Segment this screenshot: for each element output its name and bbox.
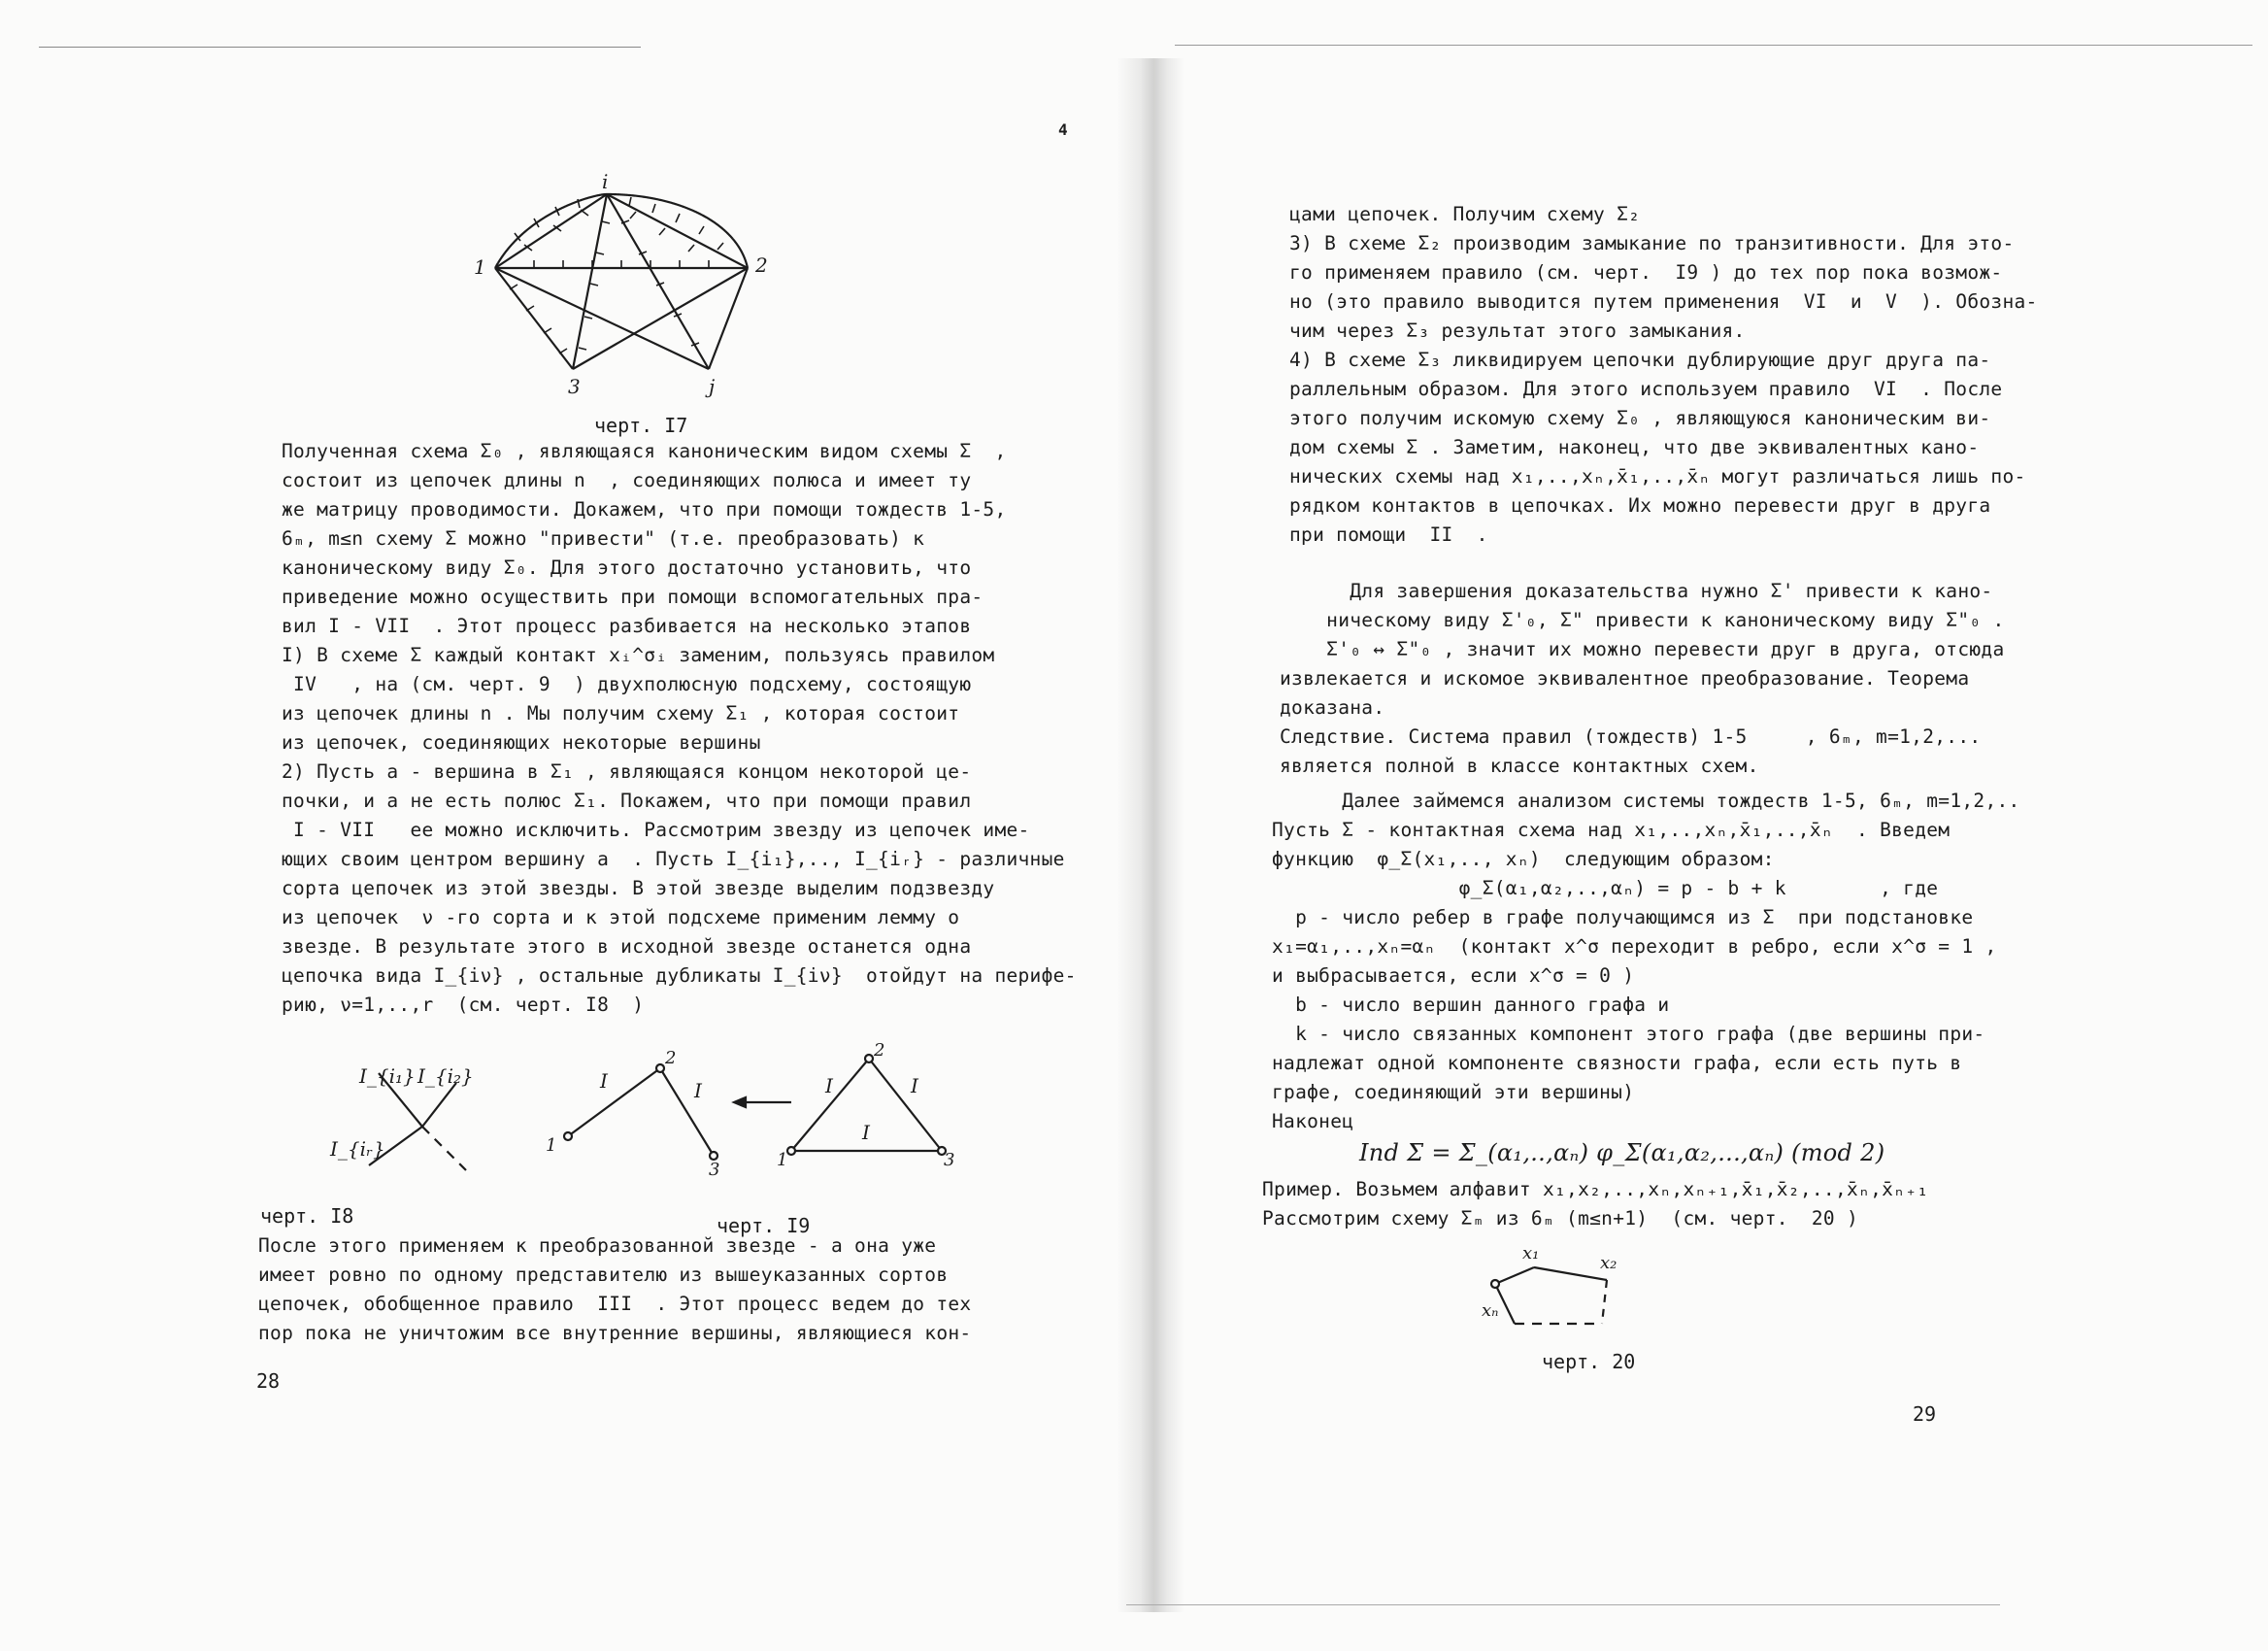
figure-19-label: I: [825, 1074, 833, 1097]
text-line: из цепочек ν -го сорта и к этой подсхеме применим лемму о: [282, 906, 960, 928]
text-line: x₁=α₁,..,xₙ=αₙ (контакт x^σ переходит в ребро, если x^σ = 1 ,: [1272, 935, 1997, 958]
text-line: 6ₘ, m≤n схему Σ можно "привести" (т.е. преобразовать) к: [282, 527, 925, 550]
graph-edge: [495, 194, 748, 268]
figure-19-caption: черт. I9: [717, 1214, 811, 1237]
text-line: Полученная схема Σ₀ , являющаяся каноническим видом схемы Σ ,: [282, 440, 1007, 462]
figure-19-label: I: [600, 1069, 608, 1093]
figure-19-label: 3: [944, 1150, 955, 1170]
page-mark: 4: [1058, 120, 1068, 139]
text-line: ническому виду Σ'₀, Σ" привести к каноническому виду Σ"₀ .: [1280, 609, 2005, 631]
text-line: го применяем правило (см. черт. I9 ) до тех пор пока возмож-: [1289, 261, 2003, 284]
text-line: Далее займемся анализом системы тождеств 1-5, 6ₘ, m=1,2,..: [1272, 790, 2020, 812]
text-line: I - VII ее можно исключить. Рассмотрим звезду из цепочек име-: [282, 819, 1030, 841]
text-line: но (это правило выводится путем применения VI и V ). Обозна-: [1289, 290, 2038, 313]
figure-19-label: 1: [777, 1150, 788, 1170]
graph-edge: [495, 194, 607, 268]
node-label: j: [709, 375, 716, 398]
text-line: рядком контактов в цепочках. Их можно перевести друг в друга: [1289, 494, 1991, 517]
text-line: После этого применяем к преобразованной звезде - а она уже: [258, 1234, 937, 1257]
text-line: имеет ровно по одному представителю из вышеуказанных сортов: [258, 1264, 949, 1286]
text-line: вил I - VII . Этот процесс разбивается на несколько этапов: [282, 615, 972, 637]
text-line: извлекается и искомое эквивалентное преобразование. Теорема: [1280, 667, 1970, 690]
figure-17-caption: черт. I7: [594, 414, 688, 437]
graph-edge: [709, 268, 748, 369]
text-line: же матрицу проводимости. Докажем, что при помощи тождеств 1-5,: [282, 498, 1007, 521]
figure-19-label: I: [862, 1121, 870, 1144]
node-label: 1: [474, 255, 486, 279]
text-line: приведение можно осуществить при помощи вспомогательных пра-: [282, 586, 984, 608]
text-line: доказана.: [1280, 696, 1385, 719]
text-line: надлежат одной компоненте связности графа, если есть путь в: [1272, 1052, 1962, 1074]
text-line: раллельным образом. Для этого используем правило VI . После: [1289, 378, 2003, 400]
index-formula: Ind Σ = Σ_(α₁,..,αₙ) φ_Σ(α₁,α₂,...,αₙ) (mod 2): [1359, 1139, 1885, 1166]
text-line: Пример. Возьмем алфавит x₁,x₂,..,xₙ,xₙ₊₁,x̄₁,x̄₂,..,x̄ₙ,x̄ₙ₊₁: [1262, 1178, 1929, 1200]
left-body-text: [282, 437, 1077, 1020]
text-line: p - число ребер в графе получающимся из Σ при подстановке: [1272, 906, 1974, 928]
contact-ticks: [515, 197, 723, 250]
figure-20-label: xₙ: [1482, 1300, 1499, 1321]
text-line: рию, ν=1,..,r (см. черт. I8 ): [282, 994, 645, 1016]
figure-19-label: I: [911, 1074, 918, 1097]
text-line: Пусть Σ - контактная схема над x₁,..,xₙ,x̄₁,..,x̄ₙ . Введем: [1272, 819, 1951, 841]
text-line: этого получим искомую схему Σ₀ , являющуюся каноническим ви-: [1289, 407, 1991, 429]
text-line: k - число связанных компонент этого графа (две вершины при-: [1272, 1023, 1985, 1045]
text-line: почки, и a не есть полюс Σ₁. Покажем, что при помощи правил: [282, 790, 972, 812]
figure-19-label: I: [694, 1079, 702, 1102]
text-line: пор пока не уничтожим все внутренние вершины, являющиеся кон-: [258, 1322, 972, 1344]
text-line: является полной в классе контактных схем.: [1280, 755, 1759, 777]
text-line: b - число вершин данного графа и: [1272, 994, 1670, 1016]
text-line: 2) Пусть a - вершина в Σ₁ , являющаяся концом некоторой це-: [282, 760, 972, 783]
text-line: функцию φ_Σ(x₁,.., xₙ) следующим образом:: [1272, 848, 1775, 870]
text-line: из цепочек длины n . Мы получим схему Σ₁ , которая состоит: [282, 702, 960, 724]
text-line: из цепочек, соединяющих некоторые вершины: [282, 731, 761, 754]
figure-19-label: 2: [874, 1040, 885, 1061]
figure-17: [466, 170, 854, 398]
text-line: IV , на (см. черт. 9 ) двухполюсную подсхему, состоящую: [282, 673, 972, 695]
graph-edge: [573, 194, 607, 369]
text-line: 3) В схеме Σ₂ производим замыкание по транзитивности. Для это-: [1289, 232, 2015, 254]
text-line: цепочек, обобщенное правило III . Этот процесс ведем до тех: [258, 1293, 972, 1315]
right-page: [1058, 0, 2268, 1651]
text-line: φ_Σ(α₁,α₂,..,αₙ) = p - b + k , где: [1272, 877, 1939, 899]
text-line: сорта цепочек из этой звезды. В этой звезде выделим подзвезду: [282, 877, 995, 899]
text-line: и выбрасывается, если x^σ = 0 ): [1272, 964, 1635, 987]
left-bottom-text: [258, 1231, 1025, 1348]
contact-ticks: [510, 285, 567, 354]
figure-18: [311, 1049, 524, 1185]
right-conclusion-text: [1280, 577, 2153, 781]
text-line: Σ'₀ ↔ Σ"₀ , значит их можно перевести друг в друга, отсюда: [1280, 638, 2005, 660]
text-line: Для завершения доказательства нужно Σ' привести к кано-: [1280, 580, 1993, 602]
figure-18-label: I_{i₁}: [359, 1064, 416, 1088]
page-number-left: 28: [256, 1369, 281, 1393]
contact-ticks: [524, 210, 694, 252]
text-line: Рассмотрим схему Σₘ из 6ₘ (m≤n+1) (см. черт. 20 ): [1262, 1207, 1859, 1230]
text-line: I) В схеме Σ каждый контакт xᵢ^σᵢ заменим, пользуясь правилом: [282, 644, 995, 666]
figure-18-label: I_{i₂}: [417, 1064, 474, 1088]
right-top-text: [1289, 200, 2163, 550]
figure-19: [544, 1040, 955, 1180]
figure-20-label: x₁: [1522, 1243, 1540, 1264]
text-line: дом схемы Σ . Заметим, наконец, что две эквивалентных кано-: [1289, 436, 1980, 458]
node-label: 2: [755, 253, 768, 277]
text-line: графе, соединяющий эти вершины): [1272, 1081, 1635, 1103]
text-line: при помощи II .: [1289, 523, 1488, 546]
text-line: звезде. В результате этого в исходной звезде останется одна: [282, 935, 972, 958]
text-line: чим через Σ₃ результат этого замыкания.: [1289, 320, 1746, 342]
text-line: каноническому виду Σ₀. Для этого достаточно установить, что: [282, 556, 972, 579]
figure-20: [1476, 1243, 1670, 1340]
figure-18-caption: черт. I8: [260, 1204, 354, 1228]
figure-20-caption: черт. 20: [1542, 1350, 1636, 1373]
figure-18-label: I_{iᵣ}: [330, 1137, 385, 1161]
text-line: 4) В схеме Σ₃ ликвидируем цепочки дублирующие друг друга па-: [1289, 349, 1991, 371]
graph-edge: [495, 268, 709, 369]
right-analysis-text: [1272, 787, 2165, 1136]
page-number-right: 29: [1913, 1402, 1937, 1426]
figure-20-label: x₂: [1600, 1253, 1618, 1273]
figure-19-label: 1: [546, 1135, 557, 1156]
text-line: цами цепочек. Получим схему Σ₂: [1289, 203, 1641, 225]
contact-ticks: [579, 221, 610, 350]
text-line: Наконец: [1272, 1110, 1354, 1132]
text-line: ющих своим центром вершину a . Пусть I_{i₁},.., I_{iᵣ} - различные: [282, 848, 1065, 870]
text-line: цепочка вида I_{iν} , остальные дубликаты I_{iν} отойдут на перифе-: [282, 964, 1077, 987]
right-example-text: [1262, 1175, 2165, 1233]
text-line: нических схемы над x₁,..,xₙ,x̄₁,..,x̄ₙ могут различаться лишь по-: [1289, 465, 2026, 488]
graph-edge: [573, 268, 748, 369]
figure-19-label: 2: [665, 1048, 677, 1068]
text-line: Следствие. Система правил (тождеств) 1-5 , 6ₘ, m=1,2,...: [1280, 725, 1982, 748]
graph-edge: [495, 268, 573, 369]
node-label: i: [602, 170, 609, 193]
text-line: состоит из цепочек длины n , соединяющих полюса и имеет ту: [282, 469, 972, 491]
node-label: 3: [568, 375, 581, 398]
figure-19-label: 3: [709, 1160, 720, 1180]
contact-ticks: [534, 260, 709, 268]
